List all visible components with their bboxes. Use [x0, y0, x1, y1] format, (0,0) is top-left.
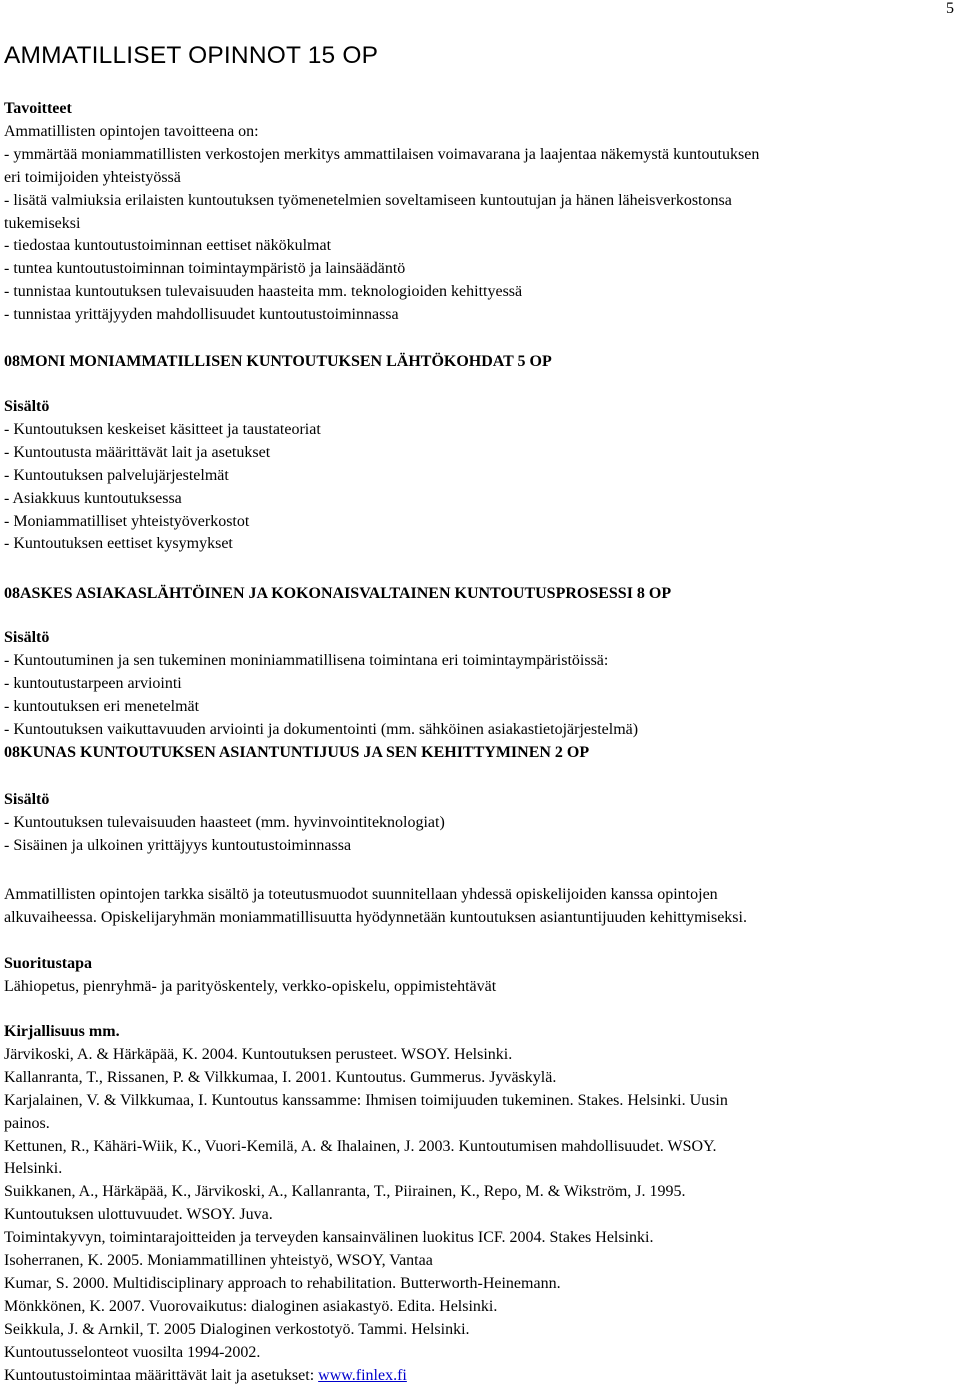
content-line: - Kuntoutuksen eettiset kysymykset — [4, 535, 233, 553]
course-title: 08MONI MONIAMMATILLISEN KUNTOUTUKSEN LÄHTÖKOHDAT 5 OP — [4, 353, 552, 370]
course-section-moni — [4, 351, 939, 374]
finlex-link[interactable]: www.finlex.fi — [318, 1366, 407, 1384]
method-text: Lähiopetus, pienryhmä- ja parityöskentely, verkko-opiskelu, oppimistehtävät — [4, 977, 497, 995]
planning-note — [4, 884, 939, 930]
content-line: - Kuntoutuksen palvelujärjestelmät — [4, 466, 229, 484]
goals-intro: Ammatillisten opintojen tavoitteena on: — [4, 122, 259, 140]
literature-line: Kuntoutusselonteot vuosilta 1994-2002. — [4, 1343, 261, 1361]
course-content-askes — [4, 627, 939, 742]
literature-line: Kallanranta, T., Rissanen, P. & Vilkkumaa, I. 2001. Kuntoutus. Gummerus. Jyväskylä. — [4, 1068, 557, 1086]
literature-link-prefix: Kuntoutustoimintaa määrittävät lait ja asetukset: — [4, 1366, 319, 1384]
page-number: 5 — [946, 0, 954, 17]
goal-line: eri toimijoiden yhteistyössä — [4, 168, 181, 186]
course-title: 08KUNAS KUNTOUTUKSEN ASIANTUNTIJUUS JA SEN KEHITTYMINEN 2 OP — [4, 744, 590, 761]
literature-last-line — [4, 1365, 939, 1388]
content-line: - Asiakkuus kuntoutuksessa — [4, 489, 182, 507]
course-content-kunas — [4, 789, 939, 858]
literature-line: painos. — [4, 1114, 50, 1132]
goal-line: - tiedostaa kuntoutustoiminnan eettiset näkökulmat — [4, 237, 332, 255]
literature-line: Suikkanen, A., Härkäpää, K., Järvikoski, A., Kallanranta, T., Piirainen, K., Repo, M. & Wikström, J. 1995. — [4, 1183, 686, 1201]
literature-line: Järvikoski, A. & Härkäpää, K. 2004. Kuntoutuksen perusteet. WSOY. Helsinki. — [4, 1045, 513, 1063]
page-title: AMMATILLISET OPINNOT 15 OP — [4, 42, 379, 69]
literature-line: Seikkula, J. & Arnkil, T. 2005 Dialoginen verkostotyö. Tammi. Helsinki. — [4, 1320, 470, 1338]
planning-note-line: Ammatillisten opintojen tarkka sisältö ja toteutusmuodot suunnitellaan yhdessä opiskelijoiden kanssa opintojen — [4, 886, 718, 903]
content-line: - Kuntoutuksen tulevaisuuden haasteet (mm. hyvinvointiteknologiat) — [4, 813, 445, 831]
course-section-kunas — [4, 742, 939, 765]
literature-line: Kettunen, R., Kähäri-Wiik, K., Vuori-Kemilä, A. & Ihalainen, J. 2003. Kuntoutumisen mahdollisuudet. WSOY. — [4, 1137, 717, 1155]
method-heading: Suoritustapa — [4, 955, 93, 972]
goal-line: - tunnistaa kuntoutuksen tulevaisuuden haasteita mm. teknologioiden kehittyessä — [4, 283, 523, 301]
literature-heading: Kirjallisuus mm. — [4, 1023, 120, 1040]
content-line: - kuntoutustarpeen arviointi — [4, 674, 182, 692]
planning-note-line: alkuvaiheessa. Opiskelijaryhmän moniammatillisuutta hyödynnetään kuntoutuksen asiantuntijuuden kehittymiseksi. — [4, 908, 747, 926]
literature-line: Toimintakyvyn, toimintarajoitteiden ja terveyden kansainvälinen luokitus ICF. 2004. Stakes Helsinki. — [4, 1229, 654, 1247]
content-line: - Kuntoutusta määrittävät lait ja asetukset — [4, 443, 271, 461]
goals-section — [4, 98, 939, 327]
content-line: - kuntoutuksen eri menetelmät — [4, 697, 200, 715]
content-line: - Sisäinen ja ulkoinen yrittäjyys kuntoutustoiminnassa — [4, 836, 352, 854]
content-heading: Sisältö — [4, 791, 50, 808]
content-line: - Moniammatilliset yhteistyöverkostot — [4, 512, 250, 530]
course-section-askes — [4, 583, 939, 606]
method-section — [4, 953, 939, 999]
literature-section — [4, 1021, 939, 1388]
course-content-moni — [4, 396, 939, 556]
content-heading: Sisältö — [4, 629, 50, 646]
goals-heading: Tavoitteet — [4, 100, 72, 117]
literature-line: Kumar, S. 2000. Multidisciplinary approach to rehabilitation. Butterworth-Heinemann. — [4, 1274, 561, 1292]
course-title: 08ASKES ASIAKASLÄHTÖINEN JA KOKONAISVALTAINEN KUNTOUTUSPROSESSI 8 OP — [4, 585, 672, 602]
content-line: - Kuntoutuminen ja sen tukeminen moniniammatillisena toimintana eri toimintaympäristöissä: — [4, 651, 609, 669]
literature-line: Karjalainen, V. & Vilkkumaa, I. Kuntoutus kanssamme: Ihmisen toimijuuden tukeminen. Stakes. Helsinki. Uusin — [4, 1091, 728, 1109]
content-line: - Kuntoutuksen keskeiset käsitteet ja taustateoriat — [4, 420, 321, 438]
goal-line: - tuntea kuntoutustoiminnan toimintaympäristö ja lainsäädäntö — [4, 260, 406, 278]
goal-line: tukemiseksi — [4, 214, 81, 232]
literature-line: Mönkkönen, K. 2007. Vuorovaikutus: dialoginen asiakastyö. Edita. Helsinki. — [4, 1297, 498, 1315]
goal-line: - ymmärtää moniammatillisten verkostojen merkitys ammattilaisen voimavarana ja laajentaa näkemystä kuntoutuksen — [4, 145, 760, 163]
literature-line: Helsinki. — [4, 1160, 63, 1178]
goal-line: - tunnistaa yrittäjyyden mahdollisuudet kuntoutustoiminnassa — [4, 306, 399, 324]
literature-line: Isoherranen, K. 2005. Moniammatillinen yhteistyö, WSOY, Vantaa — [4, 1252, 433, 1270]
literature-line: Kuntoutuksen ulottuvuudet. WSOY. Juva. — [4, 1206, 273, 1224]
content-line: - Kuntoutuksen vaikuttavuuden arviointi ja dokumentointi (mm. sähköinen asiakastietojärjestelmä) — [4, 720, 639, 738]
content-heading: Sisältö — [4, 398, 50, 415]
goal-line: - lisätä valmiuksia erilaisten kuntoutuksen työmenetelmien soveltamiseen kuntoutujan ja hänen läheisverkostonsa — [4, 191, 732, 209]
